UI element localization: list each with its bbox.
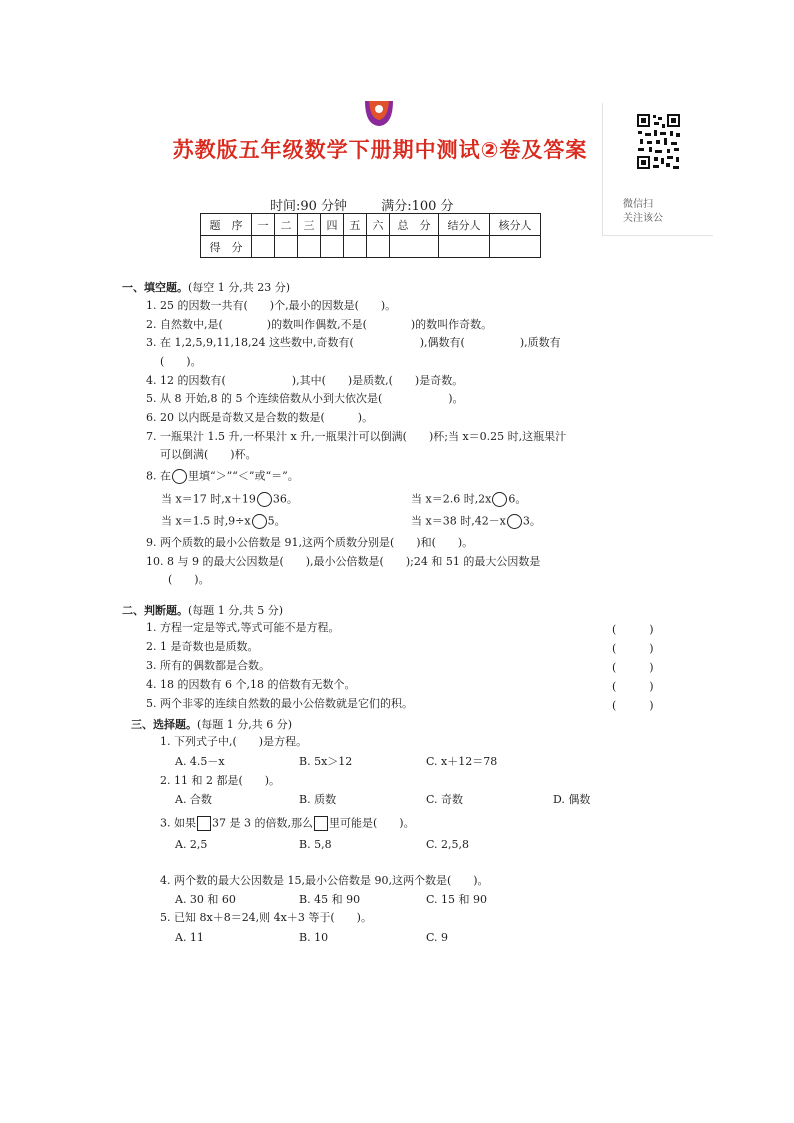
question: 2. 11 和 2 都是( )。	[160, 774, 281, 787]
score-cell	[275, 236, 298, 258]
score-table-header-row	[201, 214, 541, 236]
circle-blank-icon	[252, 514, 267, 529]
section-note: (每题 1 分,共 5 分)	[188, 604, 284, 617]
option: C. 2,5,8	[426, 838, 470, 851]
score-table-cell: 五	[344, 214, 367, 236]
section-title: 一、填空题。	[122, 281, 188, 294]
question-text: 当 x＝38 时,42－x	[411, 514, 506, 528]
score-cell	[252, 236, 275, 258]
question-text: 里可能是( )。	[328, 816, 415, 830]
option: B. 45 和 90	[299, 893, 361, 906]
question: 2. 自然数中,是( )的数叫作偶数,不是( )的数叫作奇数。	[146, 318, 493, 331]
question-text: 3。	[522, 514, 541, 528]
option: A. 4.5－x	[175, 755, 225, 768]
question: 7. 一瓶果汁 1.5 升,一杯果汁 x 升,一瓶果汁可以倒满( )杯;当 x＝0.25 时,这瓶果汁	[146, 430, 567, 443]
score-table-cell: 总 分	[390, 214, 439, 236]
question: 10. 8 与 9 的最大公因数是( ),最小公倍数是( );24 和 51 的最大公因数是	[146, 555, 541, 568]
sub-question	[411, 492, 526, 507]
circle-blank-icon	[492, 492, 507, 507]
answer-parentheses: ( )	[612, 642, 654, 655]
question-text: 当 x＝1.5 时,9÷x	[161, 514, 251, 528]
score-table-cell: 核分人	[490, 214, 541, 236]
question: 5. 从 8 开始,8 的 5 个连续倍数从小到大依次是( )。	[146, 392, 464, 405]
question-text: 3. 如果	[160, 816, 196, 830]
score-table-cell: 三	[298, 214, 321, 236]
option: A. 30 和 60	[175, 893, 236, 906]
square-blank-icon	[197, 816, 211, 831]
question-text: 里填“＞”“＜”或“＝”。	[188, 469, 299, 483]
publisher-logo-icon	[363, 101, 395, 127]
qr-caption-line1: 微信扫	[623, 199, 653, 210]
question: 4. 两个数的最大公因数是 15,最小公倍数是 90,这两个数是( )。	[160, 874, 489, 887]
option: A. 2,5	[175, 838, 208, 851]
question-text: 5。	[267, 514, 286, 528]
question	[146, 469, 299, 484]
sub-question	[161, 492, 298, 507]
question-continued: ( )。	[168, 573, 210, 586]
section-heading	[122, 602, 283, 618]
score-table-cell: 一	[252, 214, 275, 236]
question: 5. 已知 8x＋8＝24,则 4x＋3 等于( )。	[160, 911, 372, 924]
score-cell	[367, 236, 390, 258]
qr-caption-line2: 关注该公	[623, 213, 663, 224]
answer-parentheses: ( )	[612, 699, 654, 712]
section-note: (每空 1 分,共 23 分)	[188, 281, 291, 294]
score-table-cell: 四	[321, 214, 344, 236]
option: B. 质数	[299, 793, 337, 806]
page-title: 苏教版五年级数学下册期中测试②卷及答案	[172, 138, 588, 162]
question-text: 当 x＝17 时,x＋19	[161, 492, 256, 506]
section-note: (每题 1 分,共 6 分)	[197, 718, 293, 731]
score-table-cell: 结分人	[439, 214, 490, 236]
section-heading	[131, 716, 292, 732]
sub-question	[161, 514, 286, 529]
score-cell	[490, 236, 541, 258]
option: D. 偶数	[553, 793, 591, 806]
question-text: 37 是 3 的倍数,那么	[212, 816, 313, 830]
judge-item: 4. 18 的因数有 6 个,18 的倍数有无数个。	[146, 678, 356, 691]
option: C. 9	[426, 931, 449, 944]
question: 6. 20 以内既是奇数又是合数的数是( )。	[146, 411, 374, 424]
option: B. 5,8	[299, 838, 332, 851]
score-cell	[298, 236, 321, 258]
score-table	[200, 213, 541, 258]
option: C. 15 和 90	[426, 893, 488, 906]
option: C. x＋12＝78	[426, 755, 498, 768]
section-title: 二、判断题。	[122, 604, 188, 617]
judge-item: 3. 所有的偶数都是合数。	[146, 659, 270, 672]
question-continued: 可以倒满( )杯。	[160, 448, 257, 461]
answer-parentheses: ( )	[612, 661, 654, 674]
circle-blank-icon	[507, 514, 522, 529]
question: 1. 下列式子中,( )是方程。	[160, 735, 308, 748]
section-heading	[122, 279, 290, 295]
qr-code-icon	[636, 111, 681, 173]
answer-parentheses: ( )	[612, 680, 654, 693]
score-table-score-row	[201, 236, 541, 258]
question-text: 36。	[272, 492, 298, 506]
section-title: 三、选择题。	[131, 718, 197, 731]
circle-blank-icon	[172, 469, 187, 484]
score-cell	[344, 236, 367, 258]
score-cell	[321, 236, 344, 258]
option: A. 11	[175, 931, 204, 944]
judge-item: 5. 两个非零的连续自然数的最小公倍数就是它们的积。	[146, 697, 413, 710]
question: 1. 25 的因数一共有( )个,最小的因数是( )。	[146, 299, 397, 312]
exam-meta	[270, 195, 484, 214]
circle-blank-icon	[257, 492, 272, 507]
score-table-cell: 二	[275, 214, 298, 236]
question-text: 8. 在	[146, 469, 171, 483]
judge-item: 1. 方程一定是等式,等式可能不是方程。	[146, 621, 340, 634]
square-blank-icon	[314, 816, 328, 831]
judge-item: 2. 1 是奇数也是质数。	[146, 640, 259, 653]
option: A. 合数	[175, 793, 212, 806]
exam-time: 时间:90 分钟	[270, 199, 348, 214]
score-cell	[390, 236, 439, 258]
question	[160, 816, 415, 831]
option: B. 10	[299, 931, 329, 944]
question-text: 当 x＝2.6 时,2x	[411, 492, 492, 506]
option: C. 奇数	[426, 793, 464, 806]
answer-parentheses: ( )	[612, 623, 654, 636]
question: 4. 12 的因数有( ),其中( )是质数,( )是奇数。	[146, 374, 464, 387]
qr-panel	[602, 103, 713, 236]
question: 9. 两个质数的最小公倍数是 91,这两个质数分别是( )和( )。	[146, 536, 474, 549]
sub-question	[411, 514, 541, 529]
score-cell	[439, 236, 490, 258]
question-continued: ( )。	[160, 355, 202, 368]
question: 3. 在 1,2,5,9,11,18,24 这些数中,奇数有( ),偶数有( ),质数有	[146, 336, 561, 349]
score-table-cell: 得 分	[201, 236, 252, 258]
exam-full-score: 满分:100 分	[381, 199, 454, 214]
option: B. 5x＞12	[299, 755, 353, 768]
question-text: 6。	[508, 492, 527, 506]
score-table-cell: 题 序	[201, 214, 252, 236]
score-table-cell: 六	[367, 214, 390, 236]
